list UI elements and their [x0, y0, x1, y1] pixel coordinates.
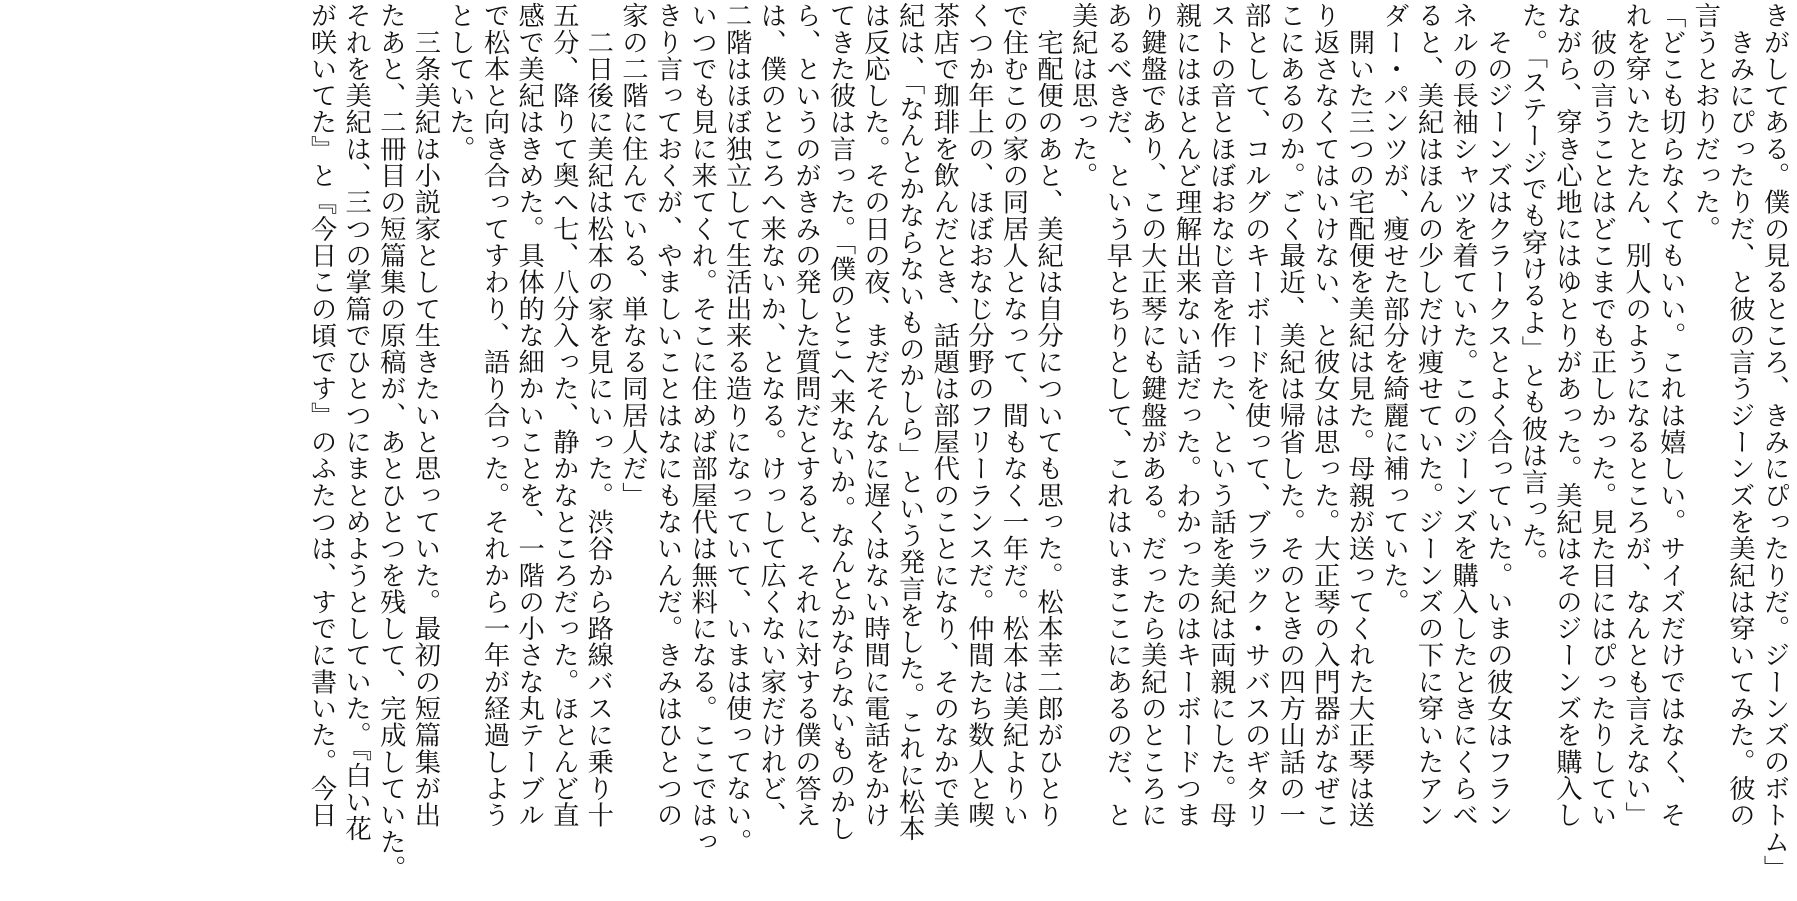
text-line: ると、美紀はほんの少しだけ痩せていた。ジーンズの下に穿いたアン: [1413, 2, 1444, 829]
text-line: それを美紀は、三つの掌篇でひとつにまとめようとしていた。『白い花: [340, 2, 371, 842]
text-line: きり言っておくが、やましいことはなにもないんだ。きみはひとつの: [652, 2, 682, 829]
text-line: ら、というのがきみの発した質問だとすると、それに対する僕の答え: [790, 2, 821, 829]
text-line: くつか年上の、ほぼおなじ分野のフリーランスだ。仲間たち数人と喫: [963, 2, 994, 829]
text-line: で松本と向き合ってすわり、語り合った。それから一年が経過しよう: [479, 2, 510, 829]
text-line: ながら、穿き心地にはゆとりがあった。美紀はそのジーンズを購入し: [1551, 2, 1582, 829]
text-line: こにあるのか。ごく最近、美紀は帰省した。そのときの四方山話の一: [1274, 2, 1305, 829]
text-line: 紀は、「なんとかならないものかしら」という発言をした。これに松本: [894, 2, 925, 842]
text-line: た。「ステージでも穿けるよ」とも彼は言った。: [1516, 2, 1547, 576]
text-line: ネルの長袖シャツを着ていた。このジーンズを購入したときにくらべ: [1447, 2, 1478, 829]
text-line: が咲いてた』と『今日この頃です』のふたつは、すでに書いた。今日: [306, 2, 337, 829]
text-line: てきた彼は言った。「僕のとこへ来ないか。なんとかならないものかし: [824, 2, 855, 842]
text-line: たあと、二冊目の短篇集の原稿が、あとひとつを残して、完成していた。: [375, 2, 406, 882]
text-line: 親にはほとんど理解出来ない話だった。わかったのはキーボードつま: [1170, 2, 1201, 829]
text-line: 美紀は思った。: [1067, 2, 1098, 189]
text-line: 彼の言うことはどこまでも正しかった。見た目にはぴったりしてい: [1586, 2, 1617, 829]
text-line: ダー・パンツが、痩せた部分を綺麗に補っていた。: [1378, 2, 1409, 615]
text-line: り返さなくてはいけない、と彼女は思った。大正琴の入門器がなぜこ: [1309, 2, 1340, 829]
text-line: 開いた三つの宅配便を美紀は見た。母親が送ってくれた大正琴は送: [1343, 2, 1374, 829]
text-line: 家の二階に住んでいる、単なる同居人だ」: [617, 2, 648, 509]
text-line: そのジーンズはクラークスとよく合っていた。いまの彼女はフラン: [1482, 2, 1513, 829]
text-line: は反応した。その日の夜、まだそんなに遅くはない時間に電話をかけ: [859, 2, 890, 829]
text-line: 二日後に美紀は松本の家を見にいった。渋谷から路線バスに乗り十: [582, 2, 613, 829]
text-line: り鍵盤であり、この大正琴にも鍵盤がある。だったら美紀のところに: [1136, 2, 1167, 829]
text-line: ストの音とほぼおなじ音を作った、という話を美紀は両親にした。母: [1205, 2, 1236, 829]
text-line: きみにぴったりだ、と彼の言うジーンズを美紀は穿いてみた。彼の: [1724, 2, 1755, 829]
text-line: としていた。: [444, 2, 475, 162]
text-line: 三条美紀は小説家として生きたいと思っていた。最初の短篇集が出: [409, 2, 440, 829]
text-line: 五分、降りて奥へ七、八分入った、静かなところだった。ほとんど直: [548, 2, 579, 829]
text-line: いつでも見に来てくれ。そこに住めば部屋代は無料になる。ここではっ: [686, 2, 717, 855]
text-line: 「どこも切らなくてもいい。これは嬉しい。サイズだけではなく、そ: [1655, 2, 1686, 829]
text-line: 言うとおりだった。: [1689, 2, 1720, 242]
text-line: 宅配便のあと、美紀は自分についても思った。松本幸二郎がひとり: [1032, 2, 1063, 829]
text-line: 部として、コルグのキーボードを使って、ブラック・サバスのギタリ: [1240, 2, 1271, 829]
text-line: 二階はほぼ独立して生活出来る造りになっていて、いまは使ってない。: [721, 2, 752, 855]
text-line: あるべきだ、という早とちりとして、これはいまここにあるのだ、と: [1101, 2, 1132, 829]
text-line: は、僕のところへ来ないか、となる。けっして広くない家だけれど、: [755, 2, 786, 829]
text-line: で住むこの家の同居人となって、間もなく一年だ。松本は美紀よりい: [997, 2, 1028, 829]
vertical-text-column: [303, 2, 1791, 882]
text-line: 感で美紀はきめた。具体的な細かいことを、一階の小さな丸テーブル: [513, 2, 544, 829]
text-line: れを穿いたとたん、別人のようになるところが、なんとも言えない」: [1620, 2, 1651, 829]
text-line: きがしてある。僕の見るところ、きみにぴったりだ。ジーンズのボトム」: [1759, 2, 1789, 882]
text-line: 茶店で珈琲を飲んだとき、話題は部屋代のことになり、そのなかで美: [928, 2, 959, 829]
